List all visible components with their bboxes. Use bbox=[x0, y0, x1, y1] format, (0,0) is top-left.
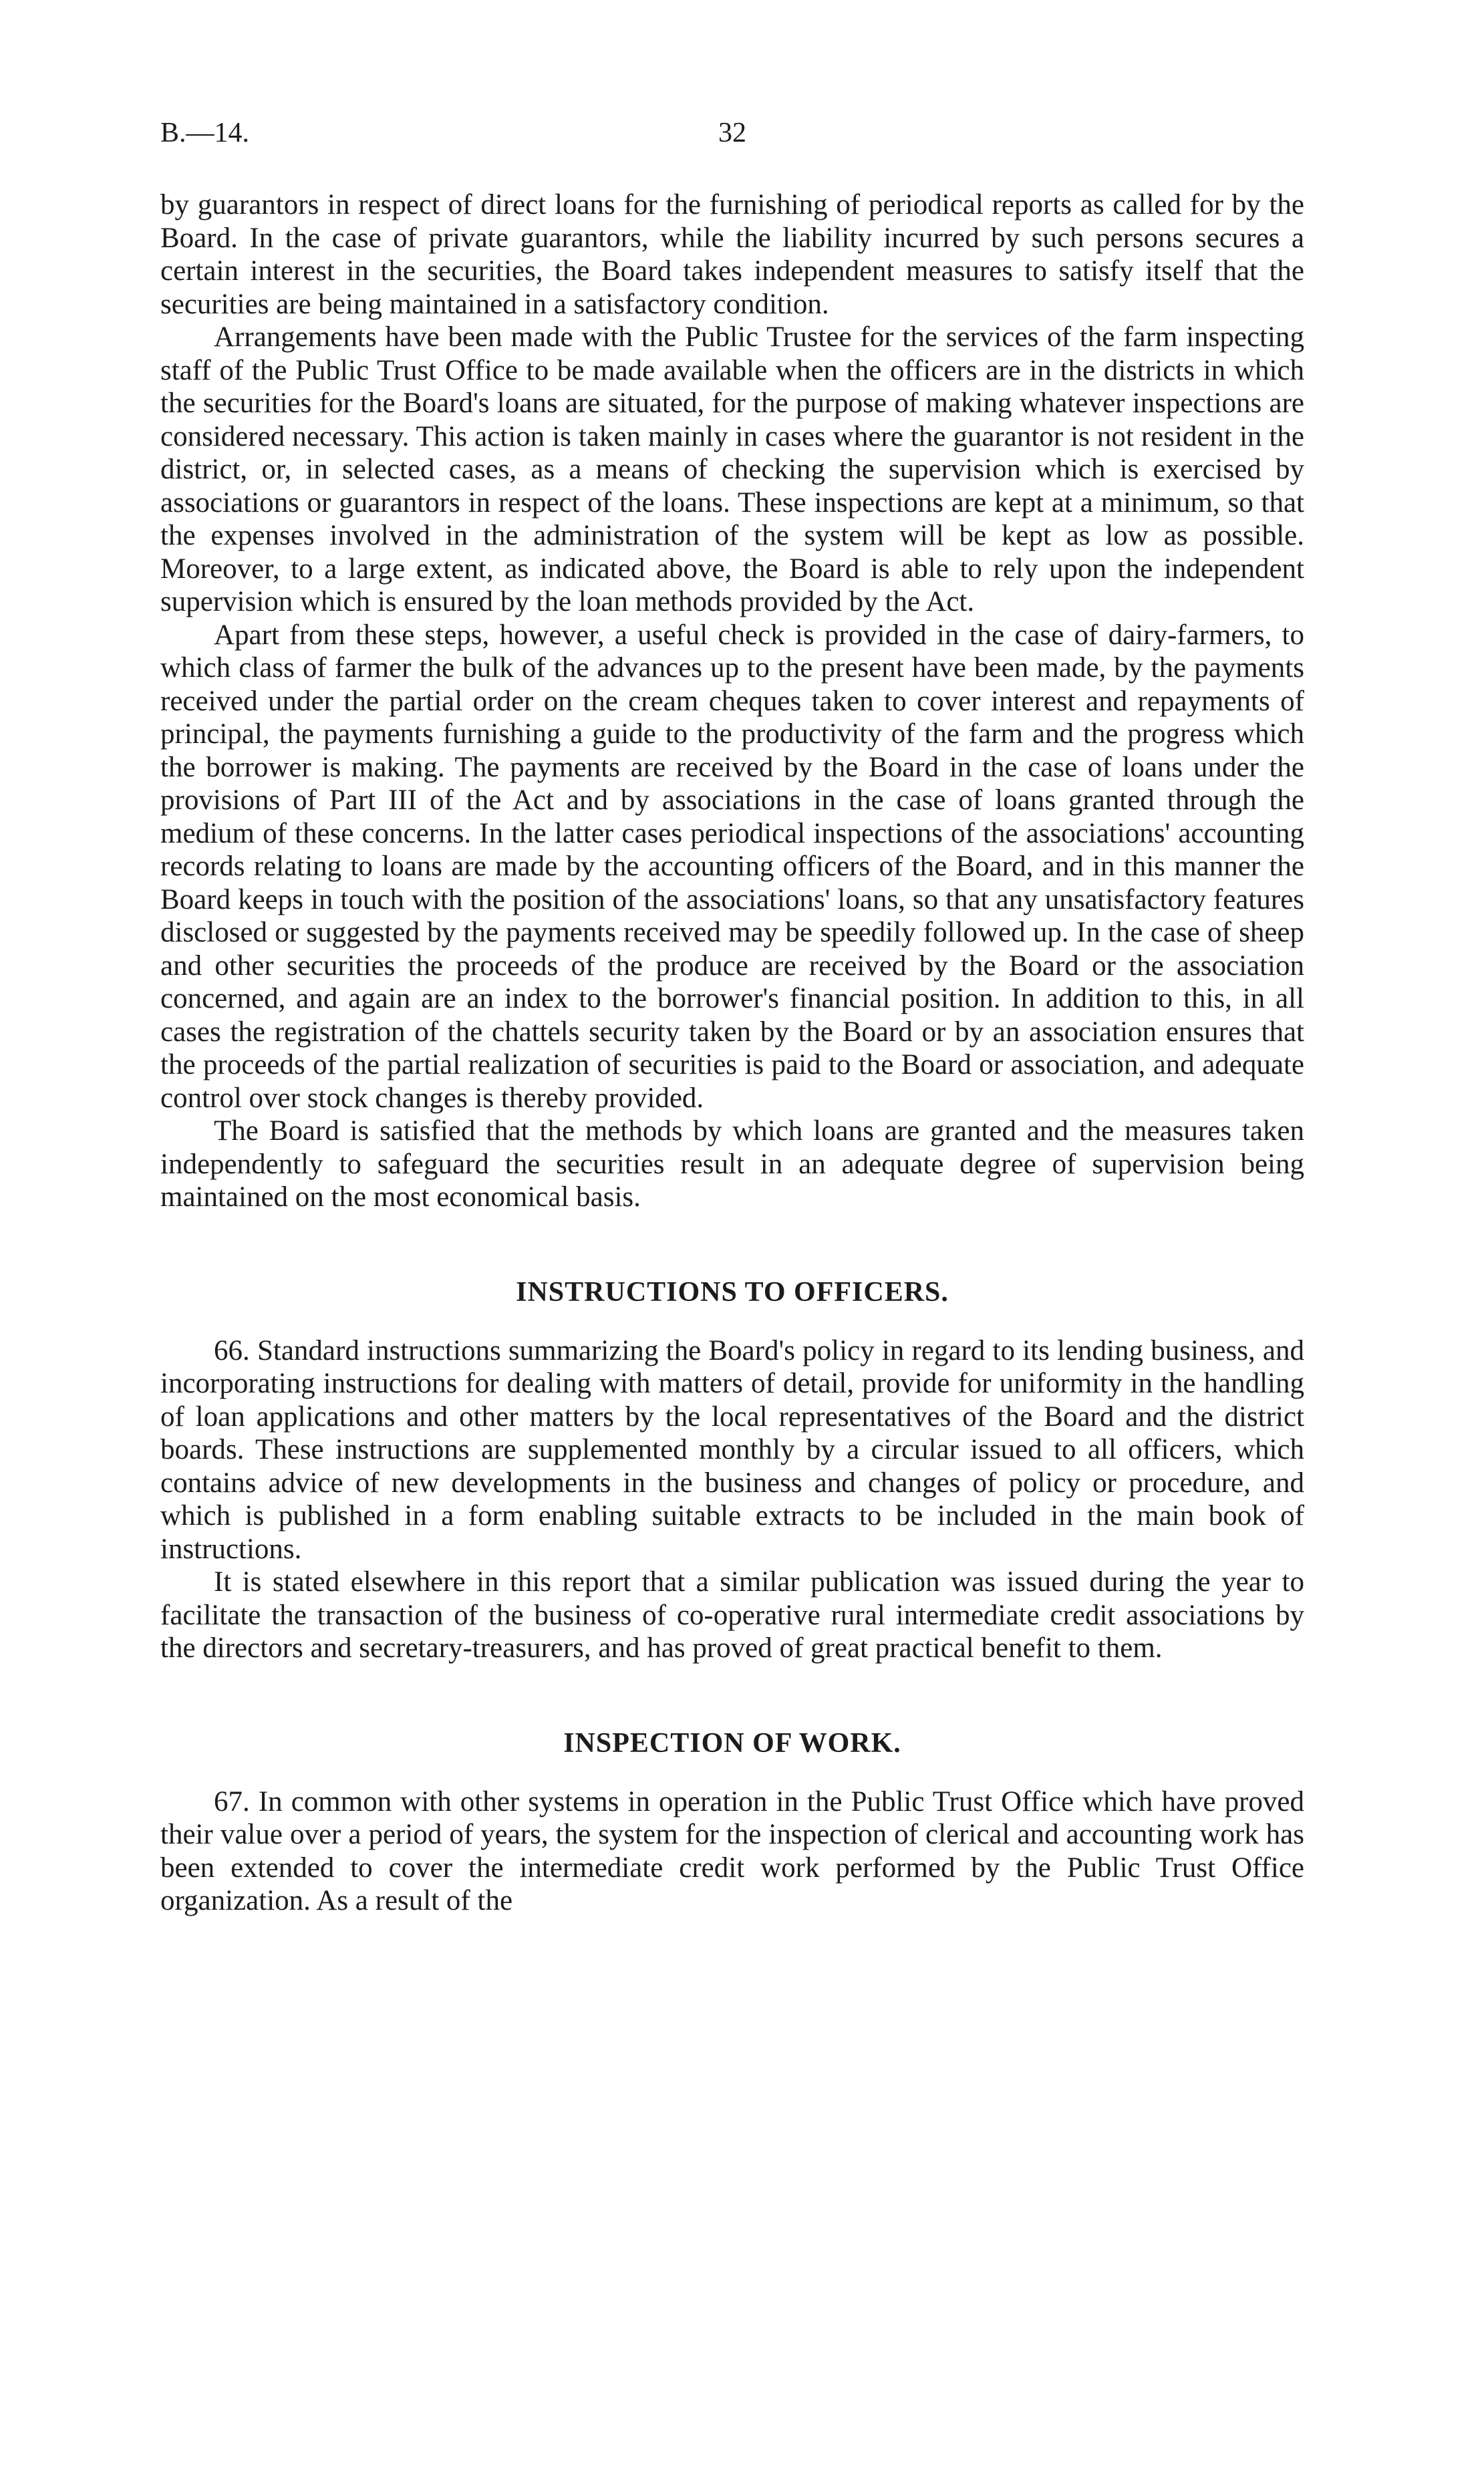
paragraph-66: 66. Standard instructions summarizing the Board's policy in regard to its lending business, and incorporating instructions for dealing with matters of detail, provide for uniformity in the handling of loan applications and other matters by the local representatives of the Board and the district boards. These instructions are supplemented monthly by a circular issued to all officers, which contains advice of new developments in the business and changes of policy or procedure, and which is published in a form enabling suitable extracts to be included in the main book of instructions. bbox=[160, 1334, 1304, 1565]
paragraph-continuation-3: Apart from these steps, however, a useful check is provided in the case of dairy-farmers, to which class of farmer the bulk of the advances up to the present have been made, by the payments received under the partial order on the cream cheques taken to cover interest and repayments of principal, the payments furnishing a guide to the productivity of the farm and the progress which the borrower is making. The payments are received by the Board in the case of loans under the provisions of Part III of the Act and by associations in the case of loans granted through the medium of these concerns. In the latter cases periodical inspections of the associations' accounting records relating to loans are made by the accounting officers of the Board, and in this manner the Board keeps in touch with the position of the associations' loans, so that any unsatisfactory features disclosed or suggested by the payments received may be speedily followed up. In the case of sheep and other securities the proceeds of the produce are received by the Board or the association concerned, and again are an index to the borrower's financial position. In addition to this, in all cases the registration of the chattels security taken by the Board or by an association ensures that the proceeds of the partial realization of securities is paid to the Board or association, and adequate control over stock changes is thereby provided. bbox=[160, 619, 1304, 1114]
document-reference: B.—14. bbox=[160, 118, 250, 148]
paragraph-67: 67. In common with other systems in operation in the Public Trust Office which have proved their value over a period of years, the system for the inspection of clerical and accounting work has been extended to cover the intermediate credit work performed by the Public Trust Office organization. As a result of the bbox=[160, 1785, 1304, 1916]
section-heading-instructions: INSTRUCTIONS TO OFFICERS. bbox=[516, 1276, 949, 1308]
paragraph-continuation-1: by guarantors in respect of direct loans for the furnishing of periodical reports as called for by the Board. In the case of private guarantors, while the liability incurred by such persons secures a certain interest in the securities, the Board takes independent measures to satisfy itself that the securities are being maintained in a satisfactory condition. bbox=[160, 189, 1304, 320]
paragraph-continuation-4: The Board is satisfied that the methods by which loans are granted and the measures taken independently to safeguard the securities result in an adequate degree of supervision being maintained on the most economical basis. bbox=[160, 1115, 1304, 1213]
page-body bbox=[160, 188, 1304, 1918]
page-number: 32 bbox=[718, 118, 746, 148]
section-heading-inspection: INSPECTION OF WORK. bbox=[563, 1727, 901, 1759]
paragraph-continuation-2: Arrangements have been made with the Public Trustee for the services of the farm inspecting staff of the Public Trust Office to be made available when the officers are in the districts in which the securities for the Board's loans are situated, for the purpose of making whatever inspections are considered necessary. This action is taken mainly in cases where the guarantor is not resident in the district, or, in selected cases, as a means of checking the supervision which is exercised by associations or guarantors in respect of the loans. These inspections are kept at a minimum, so that the expenses involved in the administration of the system will be kept as low as possible. Moreover, to a large extent, as indicated above, the Board is able to rely upon the independent supervision which is ensured by the loan methods provided by the Act. bbox=[160, 321, 1304, 617]
paragraph-instructions-2: It is stated elsewhere in this report that a similar publication was issued during the year to facilitate the transaction of the business of co-operative rural intermediate credit associations by the directors and secretary-treasurers, and has proved of great practical benefit to them. bbox=[160, 1566, 1304, 1664]
page-header bbox=[160, 117, 1304, 164]
